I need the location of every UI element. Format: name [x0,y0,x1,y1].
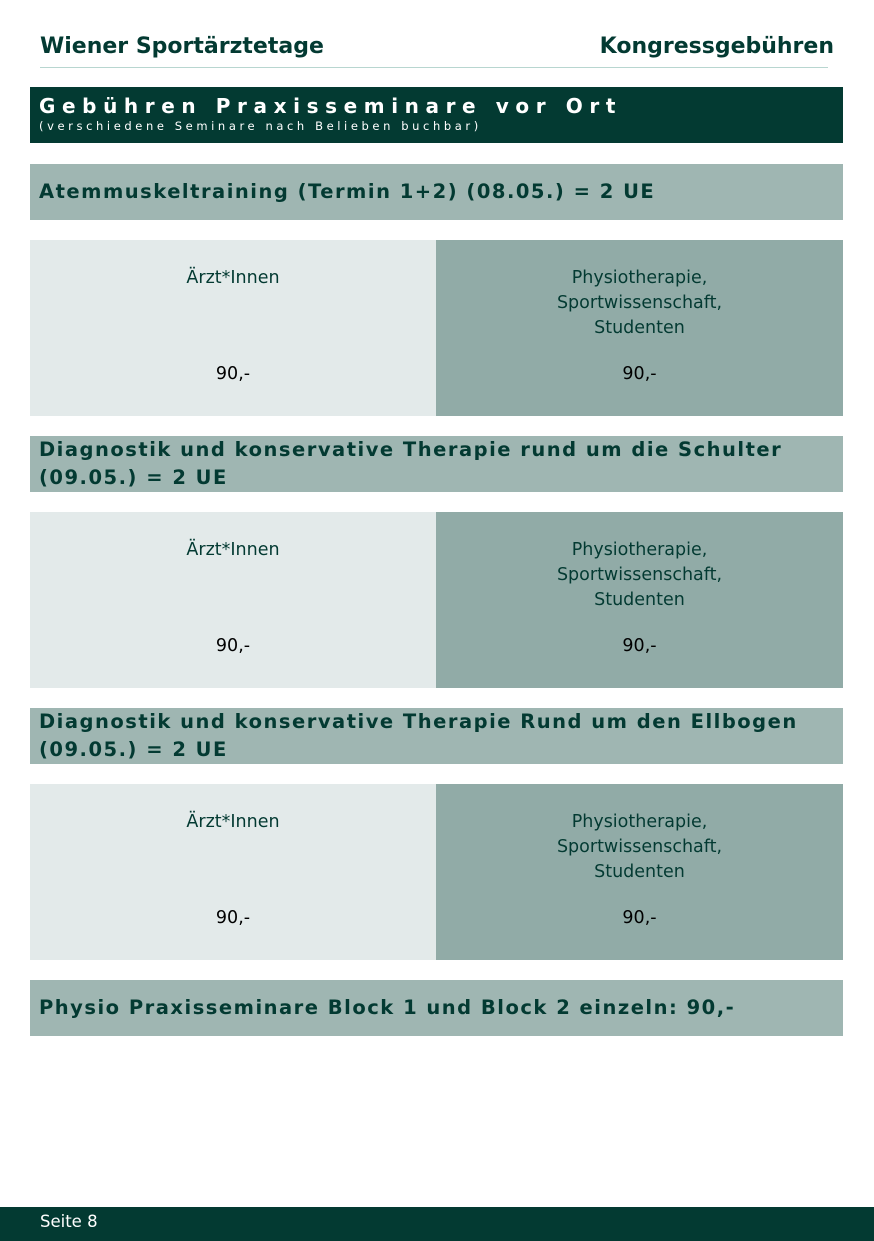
fee-price: 90,- [215,908,251,928]
header-rule [40,67,828,68]
fee-column-doctors [30,784,436,960]
footer-bar [0,1207,874,1241]
fee-price: 90,- [622,364,657,384]
page-subtitle: (verschiedene Seminare nach Belieben buchbar) [39,119,482,133]
fee-price: 90,- [622,908,657,928]
header-left: Wiener Sportärztetage [40,34,324,59]
fee-label: Ärzt*Innen [186,540,280,560]
fee-column-doctors [30,512,436,688]
page-title: Gebühren Praxisseminare vor Ort [39,94,622,118]
seminar-3-fees [30,784,843,960]
fee-label: Physiotherapie, Sportwissenschaft, Studenten [556,540,723,610]
seminar-2-fees [30,512,843,688]
page-number: Seite 8 [40,1212,98,1231]
fee-label: Physiotherapie, Sportwissenschaft, Studenten [556,268,723,338]
fee-column-physio [436,240,843,416]
fee-column-doctors [30,240,436,416]
seminar-1-title: Atemmuskeltraining (Termin 1+2) (08.05.) = 2 UE [30,164,843,220]
fee-label: Physiotherapie, Sportwissenschaft, Studenten [556,812,723,882]
block-note: Physio Praxisseminare Block 1 und Block 2 einzeln: 90,- [30,980,843,1036]
fee-price: 90,- [622,636,657,656]
fee-price: 90,- [215,636,251,656]
header-right: Kongressgebühren [599,34,834,59]
fee-column-physio [436,512,843,688]
seminar-3-title: Diagnostik und konservative Therapie Rund um den Ellbogen (09.05.) = 2 UE [30,708,843,764]
seminar-2-title: Diagnostik und konservative Therapie rund um die Schulter (09.05.) = 2 UE [30,436,843,492]
fee-column-physio [436,784,843,960]
fee-label: Ärzt*Innen [186,268,280,288]
fee-label: Ärzt*Innen [186,812,280,832]
seminar-1-fees [30,240,843,416]
title-bar [30,87,843,143]
fee-price: 90,- [215,364,251,384]
